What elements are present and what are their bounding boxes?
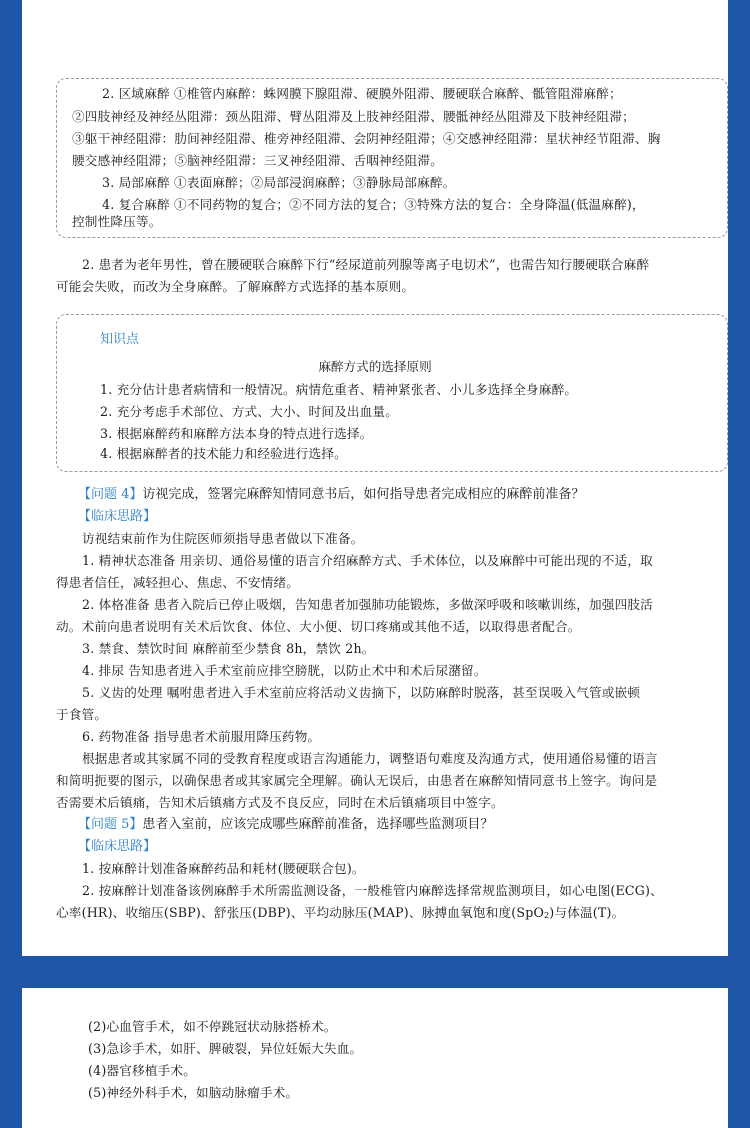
page2-item: (4)器官移植手术。	[88, 1063, 196, 1078]
q4-line: 动。术前向患者说明有关术后饮食、体位、大小便、切口疼痛或其他不适，以取得患者配合。	[56, 619, 581, 634]
box1-line-5: 3. 局部麻醉 ①表面麻醉；②局部浸润麻醉；③静脉局部麻醉。	[102, 175, 456, 190]
q4-line: 6. 药物准备 指导患者术前服用降压药物。	[82, 729, 321, 744]
q5-line-2: 2. 按麻醉计划准备该例麻醉手术所需监测设备，一般椎管内麻醉选择常规监测项目，如心电图(ECG)、	[82, 883, 663, 898]
knowledge-title: 麻醉方式的选择原则	[318, 359, 432, 374]
q4-line: 根据患者或其家属不同的受教育程度或语言沟通能力，调整语句难度及沟通方式，使用通俗易懂的语言	[82, 751, 658, 766]
knowledge-item: 4. 根据麻醉者的技术能力和经验进行选择。	[100, 446, 347, 461]
q4-line: 2. 体格准备 患者入院后已停止吸烟，告知患者加强肺功能锻炼，多做深呼吸和咳嗽训练，加强四肢活	[82, 597, 653, 612]
question-5-text: 患者入室前，应该完成哪些麻醉前准备，选择哪些监测项目？	[142, 817, 494, 832]
q4-line: 3. 禁食、禁饮时间 麻醉前至少禁食 8h，禁饮 2h。	[82, 641, 375, 656]
q4-line: 5. 义齿的处理 嘱咐患者进入手术室前应将活动义齿摘下，以防麻醉时脱落，甚至误吸入气管或嵌顿	[82, 685, 641, 700]
book-page-lower	[22, 988, 728, 1128]
clinical-thinking-heading: 【临床思路】	[78, 509, 157, 524]
clinical-thinking-heading: 【临床思路】	[78, 839, 157, 854]
q4-line: 于食管。	[56, 707, 108, 722]
question-5	[78, 814, 493, 836]
knowledge-item: 3. 根据麻醉药和麻醉方法本身的特点进行选择。	[100, 426, 373, 441]
knowledge-item: 1. 充分估计患者病情和一般情况。病情危重者、精神紧张者、小儿多选择全身麻醉。	[100, 382, 578, 397]
q4-line: 4. 排尿 告知患者进入手术室前应排空膀胱，以防止术中和术后尿潴留。	[82, 663, 487, 678]
box1-line-1: 2. 区域麻醉 ①椎管内麻醉：蛛网膜下腺阻滞、硬膜外阻滞、腰硬联合麻醉、骶管阻滞麻醉；	[102, 86, 622, 101]
knowledge-item: 2. 充分考虑手术部位、方式、大小、时间及出血量。	[100, 404, 399, 419]
q5-line-3: 心率(HR)、收缩压(SBP)、舒张压(DBP)、平均动脉压(MAP)、脉搏血氧饱和度(SpO$_2$)与体温(T)。	[56, 905, 625, 920]
page2-item: (5)神经外科手术，如脑动脉瘤手术。	[88, 1085, 299, 1100]
page2-item: (2)心血管手术，如不停跳冠状动脉搭桥术。	[88, 1019, 337, 1034]
box1-line-2: ②四肢神经及神经丛阻滞：颈丛阻滞、臂丛阻滞及上肢神经阻滞、腰骶神经丛阻滞及下肢神经阻滞；	[72, 109, 635, 124]
q4-line: 得患者信任，减轻担心、焦虑、不安情绪。	[56, 575, 300, 590]
question-4	[78, 484, 584, 506]
q5-line-1: 1. 按麻醉计划准备麻醉药品和耗材(腰硬联合包)。	[82, 861, 365, 876]
box1-line-6: 4. 复合麻醉 ①不同药物的复合；②不同方法的复合；③特殊方法的复合：全身降温(低温麻醉)，	[102, 197, 645, 212]
box1-line-7: 控制性降压等。	[72, 214, 162, 229]
q4-line: 否需要术后镇痛，告知术后镇痛方式及不良反应，同时在术后镇痛项目中签字。	[56, 795, 504, 810]
knowledge-label: 知识点	[100, 332, 140, 347]
question-5-tag: 【问题 5】	[78, 817, 143, 832]
question-4-text: 访视完成，签署完麻醉知情同意书后，如何指导患者完成相应的麻醉前准备？	[142, 487, 585, 502]
para2-line-1: 2. 患者为老年男性，曾在腰硬联合麻醉下行“经尿道前列腺等离子电切术”，也需告知行腰硬联合麻醉	[82, 257, 650, 272]
box1-line-3: ③躯干神经阻滞：肋间神经阻滞、椎旁神经阻滞、会阴神经阻滞；④交感神经阻滞：星状神经节阻滞、胸	[72, 131, 661, 146]
page2-item: (3)急诊手术，如肝、脾破裂，异位妊娠大失血。	[88, 1041, 363, 1056]
q4-line: 1. 精神状态准备 用亲切、通俗易懂的语言介绍麻醉方式、手术体位，以及麻醉中可能出现的不适，取	[82, 553, 653, 568]
question-4-tag: 【问题 4】	[78, 487, 143, 502]
para2-line-2: 可能会失败，而改为全身麻醉。了解麻醉方式选择的基本原则。	[56, 279, 415, 294]
book-page-upper	[22, 0, 728, 956]
q4-line: 访视结束前作为住院医师须指导患者做以下准备。	[82, 531, 364, 546]
q4-line: 和简明扼要的图示，以确保患者或其家属完全理解。确认无误后，由患者在麻醉知情同意书上签字。询问是	[56, 773, 658, 788]
box1-line-4: 腰交感神经阻滞；⑤脑神经阻滞：三叉神经阻滞、舌咽神经阻滞。	[72, 153, 444, 168]
